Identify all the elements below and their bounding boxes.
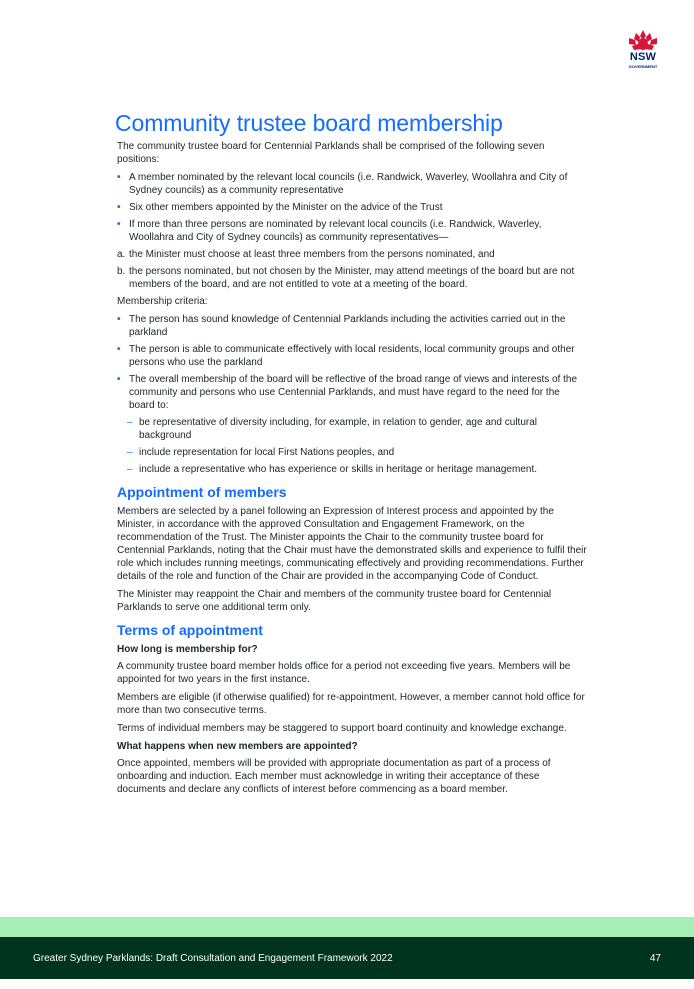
terms-paragraph: Terms of individual members may be staggered to support board continuity and knowledge exchange. xyxy=(117,723,567,734)
criteria-sub-list xyxy=(127,416,587,476)
appointment-paragraph: Members are selected by a panel following an Expression of Interest process and appointed by the Minister, in accordance with the approved Consultation and Engagement Framework, on the recommendation of the Trust. The Minister appoints the Chair to the community trustee board for Centennial Parklands, noting that the Chair must have the demonstrated skills and experience to fulfil their role which includes running meetings, communicating effectively and providing recommendations. Further details of the role and function of the Chair are provided in the accompanying Code of Conduct. xyxy=(117,506,587,582)
criteria-label: Membership criteria: xyxy=(117,296,208,307)
nsw-government-logo xyxy=(618,28,668,74)
criteria-list xyxy=(117,313,587,412)
positions-list xyxy=(117,171,587,244)
list-item: • Six other members appointed by the Minister on the advice of the Trust xyxy=(117,201,587,214)
list-item: – include a representative who has experience or skills in heritage or heritage management. xyxy=(127,463,587,476)
list-marker: a. xyxy=(117,249,126,260)
list-item: – be representative of diversity including, for example, in relation to gender, age and cultural background xyxy=(127,416,587,442)
list-item: • The person has sound knowledge of Centennial Parklands including the activities carried out in the parkland xyxy=(117,313,587,339)
terms-paragraph: Members are eligible (if otherwise qualified) for re-appointment. However, a member cannot hold office for more than two consecutive terms. xyxy=(117,692,585,716)
nominations-list xyxy=(117,248,587,291)
page-title: Community trustee board membership xyxy=(115,110,503,136)
footer-accent-band xyxy=(0,917,694,937)
appointment-paragraph: The Minister may reappoint the Chair and members of the community trustee board for Centennial Parklands to serve one additional term only. xyxy=(117,589,552,613)
intro-paragraph: The community trustee board for Centennial Parklands shall be comprised of the following seven positions: xyxy=(117,141,545,165)
appointment-heading: Appointment of members xyxy=(117,484,287,500)
page-content xyxy=(117,110,587,801)
list-item: • A member nominated by the relevant local councils (i.e. Randwick, Waverley, Woollahra and City of Sydney councils) as a community representative xyxy=(117,171,587,197)
list-item: – include representation for local First Nations peoples, and xyxy=(127,446,587,459)
terms-paragraph: Once appointed, members will be provided with appropriate documentation as part of a process of onboarding and induction. Each member must acknowledge in writing their acceptance of these documents and declare any conflicts of interest before commencing as a board member. xyxy=(117,758,551,795)
list-item: • The person is able to communicate effectively with local residents, local community groups and other persons who use the parkland xyxy=(117,343,587,369)
terms-heading: Terms of appointment xyxy=(117,622,263,638)
list-item xyxy=(117,248,587,261)
footer-title: Greater Sydney Parklands: Draft Consultation and Engagement Framework 2022 xyxy=(33,953,393,964)
list-item-text: the persons nominated, but not chosen by the Minister, may attend meetings of the board but are not members of the board, and are not entitled to vote at a meeting of the board. xyxy=(129,266,575,290)
logo-subtext: GOVERNMENT xyxy=(628,64,658,69)
list-marker: b. xyxy=(117,266,126,277)
list-item: • If more than three persons are nominated by relevant local councils (i.e. Randwick, Waverley, Woollahra and City of Sydney councils) as community representatives— xyxy=(117,218,587,244)
terms-subheading: What happens when new members are appointed? xyxy=(117,741,358,752)
terms-subheading: How long is membership for? xyxy=(117,644,258,655)
list-item: • The overall membership of the board will be reflective of the broad range of views and interests of the community and persons who use Centennial Parklands, and must have regard to the need for the board to: xyxy=(117,373,587,412)
terms-paragraph: A community trustee board member holds office for a period not exceeding five years. Members will be appointed for two years in the first instance. xyxy=(117,661,571,685)
list-item xyxy=(117,265,587,291)
logo-text: NSW xyxy=(629,51,657,63)
page-number: 47 xyxy=(649,953,661,964)
list-item-text: the Minister must choose at least three members from the persons nominated, and xyxy=(129,249,495,260)
